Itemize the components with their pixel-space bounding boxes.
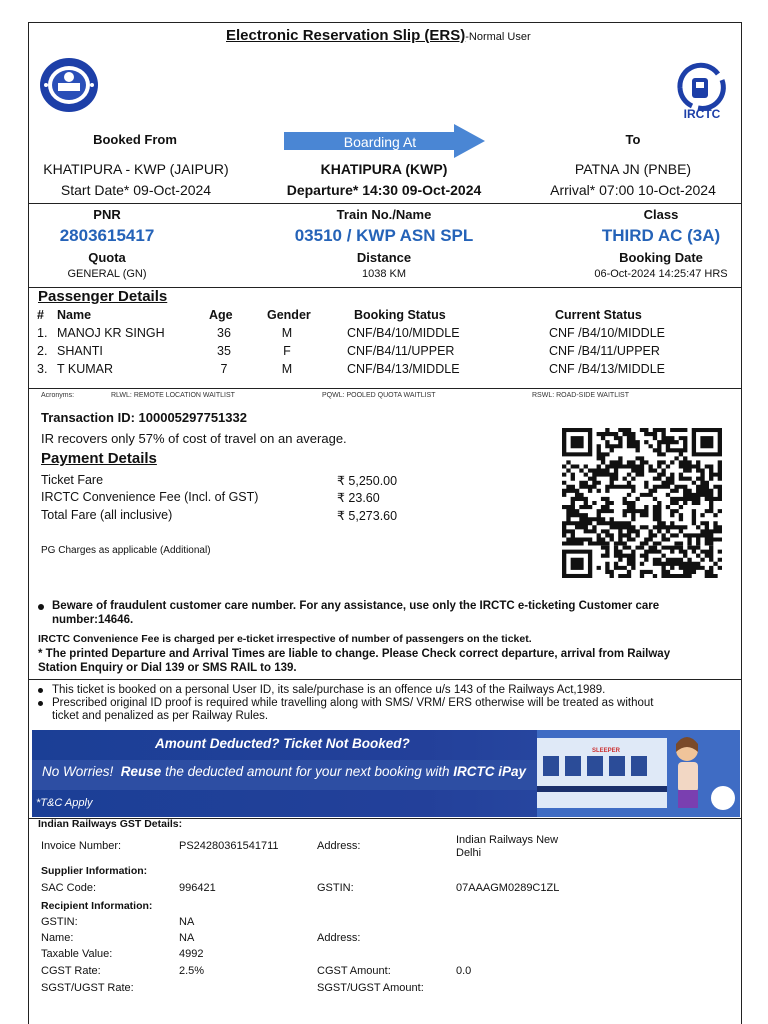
convenience-fee-notice: IRCTC Convenience Fee is charged per e-ticket irrespective of number of passengers on the ticket. — [38, 633, 532, 645]
coach-label: SLEEPER — [592, 748, 621, 754]
passenger-age: 36 — [217, 326, 231, 340]
passenger-current-status: CNF /B4/11/UPPER — [549, 344, 660, 358]
from-station: KHATIPURA - KWP (JAIPUR) — [43, 161, 229, 177]
distance-label: Distance — [356, 250, 412, 265]
passenger-current-status: CNF /B4/13/MIDDLE — [549, 362, 666, 376]
cgst-rate-value: 2.5% — [179, 965, 205, 977]
banner-tc: *T&C Apply — [36, 797, 93, 809]
qr-finder-square — [562, 550, 592, 578]
acronyms-label: Acronyms: — [41, 392, 75, 399]
recipient-gstin-label: GSTIN: — [41, 916, 78, 928]
col-current-status: Current Status — [555, 308, 642, 322]
booked-from-label: Booked From — [93, 132, 177, 147]
recipient-address-label: Address: — [317, 932, 361, 944]
passenger-current-status: CNF /B4/10/MIDDLE — [549, 326, 666, 340]
fare-label: Ticket Fare — [41, 473, 104, 487]
booking-date-label: Booking Date — [619, 250, 703, 265]
banner-message: No Worries! Reuse the deducted amount for your next booking with IRCTC iPay — [42, 764, 527, 779]
pnr-value: 2803615417 — [59, 226, 155, 245]
qr-finder-square — [562, 428, 592, 456]
col-age: Age — [209, 308, 233, 322]
departure-time: Departure* 14:30 09-Oct-2024 — [286, 182, 482, 198]
payment-details-title: Payment Details — [41, 450, 157, 467]
convenience-fee-label: IRCTC Convenience Fee (Incl. of GST) — [41, 490, 259, 504]
indian-railways-logo — [38, 56, 100, 114]
col-name: Name — [57, 308, 92, 322]
timing-notice-1: * The printed Departure and Arrival Times are liable to change. Please Check correct departure, arrival from Railway — [38, 648, 671, 660]
start-date: Start Date* 09-Oct-2024 — [60, 182, 212, 198]
passenger-num: 3. — [37, 362, 48, 376]
cgst-amount-label: CGST Amount: — [317, 965, 391, 977]
recipient-name-label: Name: — [41, 932, 74, 944]
bullet-icon — [38, 688, 43, 693]
timing-notice-2: Station Enquiry or Dial 139 or SMS RAIL to 139. — [38, 662, 297, 674]
col-gender: Gender — [267, 308, 311, 322]
supplier-gstin-value: 07AAAGM0289C1ZL — [456, 882, 560, 894]
cgst-amount-value: 0.0 — [456, 965, 472, 977]
cgst-rate-label: CGST Rate: — [41, 965, 101, 977]
total-fare-value: ₹ 5,273.60 — [337, 509, 398, 523]
passenger-num: 1. — [37, 326, 48, 340]
passenger-name: MANOJ KR SINGH — [57, 326, 165, 340]
taxable-value-label: Taxable Value: — [41, 948, 113, 960]
supplier-address-label: Address: — [317, 840, 361, 852]
bullet-icon — [38, 604, 44, 610]
total-fare-label: Total Fare (all inclusive) — [41, 508, 173, 522]
divider-journey — [28, 203, 742, 204]
pg-charges-note: PG Charges as applicable (Additional) — [41, 545, 211, 556]
fraud-warning-number: number:14646. — [52, 614, 134, 626]
sgst-rate-label: SGST/UGST Rate: — [41, 982, 134, 994]
train-label: Train No./Name — [336, 207, 432, 222]
personal-id-notice: This ticket is booked on a personal User ID, its sale/purchase is an offence u/s 143 of the Railways Act,1989. — [52, 684, 606, 696]
to-label: To — [625, 132, 641, 147]
passenger-age: 7 — [220, 362, 228, 376]
transaction-id: Transaction ID: 100005297751332 — [41, 410, 247, 425]
recipient-info-label: Recipient Information: — [41, 900, 153, 912]
passenger-name: T KUMAR — [57, 362, 114, 376]
acronym-rswl: RSWL: ROAD-SIDE WAITLIST — [532, 392, 629, 399]
invoice-label: Invoice Number: — [41, 840, 122, 852]
pnr-label: PNR — [93, 207, 121, 222]
to-station: PATNA JN (PNBE) — [574, 161, 692, 177]
banner-headline: Amount Deducted? Ticket Not Booked? — [155, 736, 410, 751]
passenger-gender: F — [283, 344, 291, 358]
gst-title: Indian Railways GST Details: — [38, 818, 183, 830]
booking-date-value: 06-Oct-2024 14:25:47 HRS — [594, 268, 728, 280]
quota-label: Quota — [88, 250, 126, 265]
passenger-booking-status: CNF/B4/13/MIDDLE — [347, 362, 460, 376]
cost-note: IR recovers only 57% of cost of travel on an average. — [41, 431, 347, 446]
sac-value: 996421 — [179, 882, 216, 894]
page-title: Electronic Reservation Slip (ERS)-Normal User — [226, 27, 531, 44]
passenger-name: SHANTI — [57, 344, 103, 358]
convenience-fee-value: ₹ 23.60 — [337, 491, 380, 505]
passenger-gender: M — [281, 326, 293, 340]
class-label: Class — [643, 207, 679, 222]
distance-value: 1038 KM — [361, 268, 407, 280]
divider-passengers — [28, 388, 742, 389]
acronym-pqwl: PQWL: POOLED QUOTA WAITLIST — [322, 392, 436, 399]
bullet-icon — [38, 701, 43, 706]
invoice-value: PS24280361541711 — [179, 840, 279, 852]
qr-code — [562, 428, 722, 578]
class-value: THIRD AC (3A) — [601, 226, 721, 245]
divider-notices — [28, 679, 742, 680]
boarding-station: KHATIPURA (KWP) — [320, 161, 448, 177]
supplier-address-line1: Indian Railways New — [456, 834, 559, 846]
boarding-at-label: Boarding At — [343, 134, 417, 150]
fare-value: ₹ 5,250.00 — [337, 474, 398, 488]
passenger-details-title: Passenger Details — [38, 288, 168, 305]
supplier-gstin-label: GSTIN: — [317, 882, 354, 894]
arrival-time: Arrival* 07:00 10-Oct-2024 — [550, 182, 716, 198]
supplier-address-line2: Delhi — [456, 847, 482, 859]
ipay-banner[interactable] — [32, 730, 740, 817]
col-booking-status: Booking Status — [354, 308, 446, 322]
recipient-gstin-value: NA — [179, 916, 195, 928]
fraud-warning: Beware of fraudulent customer care number. For any assistance, use only the IRCTC e-ticketing Customer care — [52, 600, 660, 612]
taxable-value: 4992 — [179, 948, 204, 960]
train-value: 03510 / KWP ASN SPL — [294, 226, 474, 245]
passenger-num: 2. — [37, 344, 48, 358]
qr-finder-square — [692, 428, 722, 456]
supplier-info-label: Supplier Information: — [41, 865, 148, 877]
recipient-name-value: NA — [179, 932, 195, 944]
acronym-rlwl: RLWL: REMOTE LOCATION WAITLIST — [111, 392, 235, 399]
passenger-booking-status: CNF/B4/10/MIDDLE — [347, 326, 460, 340]
passenger-age: 35 — [217, 344, 231, 358]
id-proof-notice-1: Prescribed original ID proof is required while travelling along with SMS/ VRM/ ERS otherwise will be treated as without — [52, 697, 654, 709]
col-num: # — [37, 308, 44, 322]
passenger-gender: M — [281, 362, 293, 376]
quota-value: GENERAL (GN) — [67, 268, 147, 280]
id-proof-notice-2: ticket and penalized as per Railway Rules. — [52, 710, 269, 722]
irctc-logo-text: IRCTC — [683, 107, 721, 121]
sgst-amount-label: SGST/UGST Amount: — [317, 982, 424, 994]
passenger-booking-status: CNF/B4/11/UPPER — [347, 344, 455, 358]
train-coach-illustration — [537, 730, 740, 817]
sac-label: SAC Code: — [41, 882, 97, 894]
